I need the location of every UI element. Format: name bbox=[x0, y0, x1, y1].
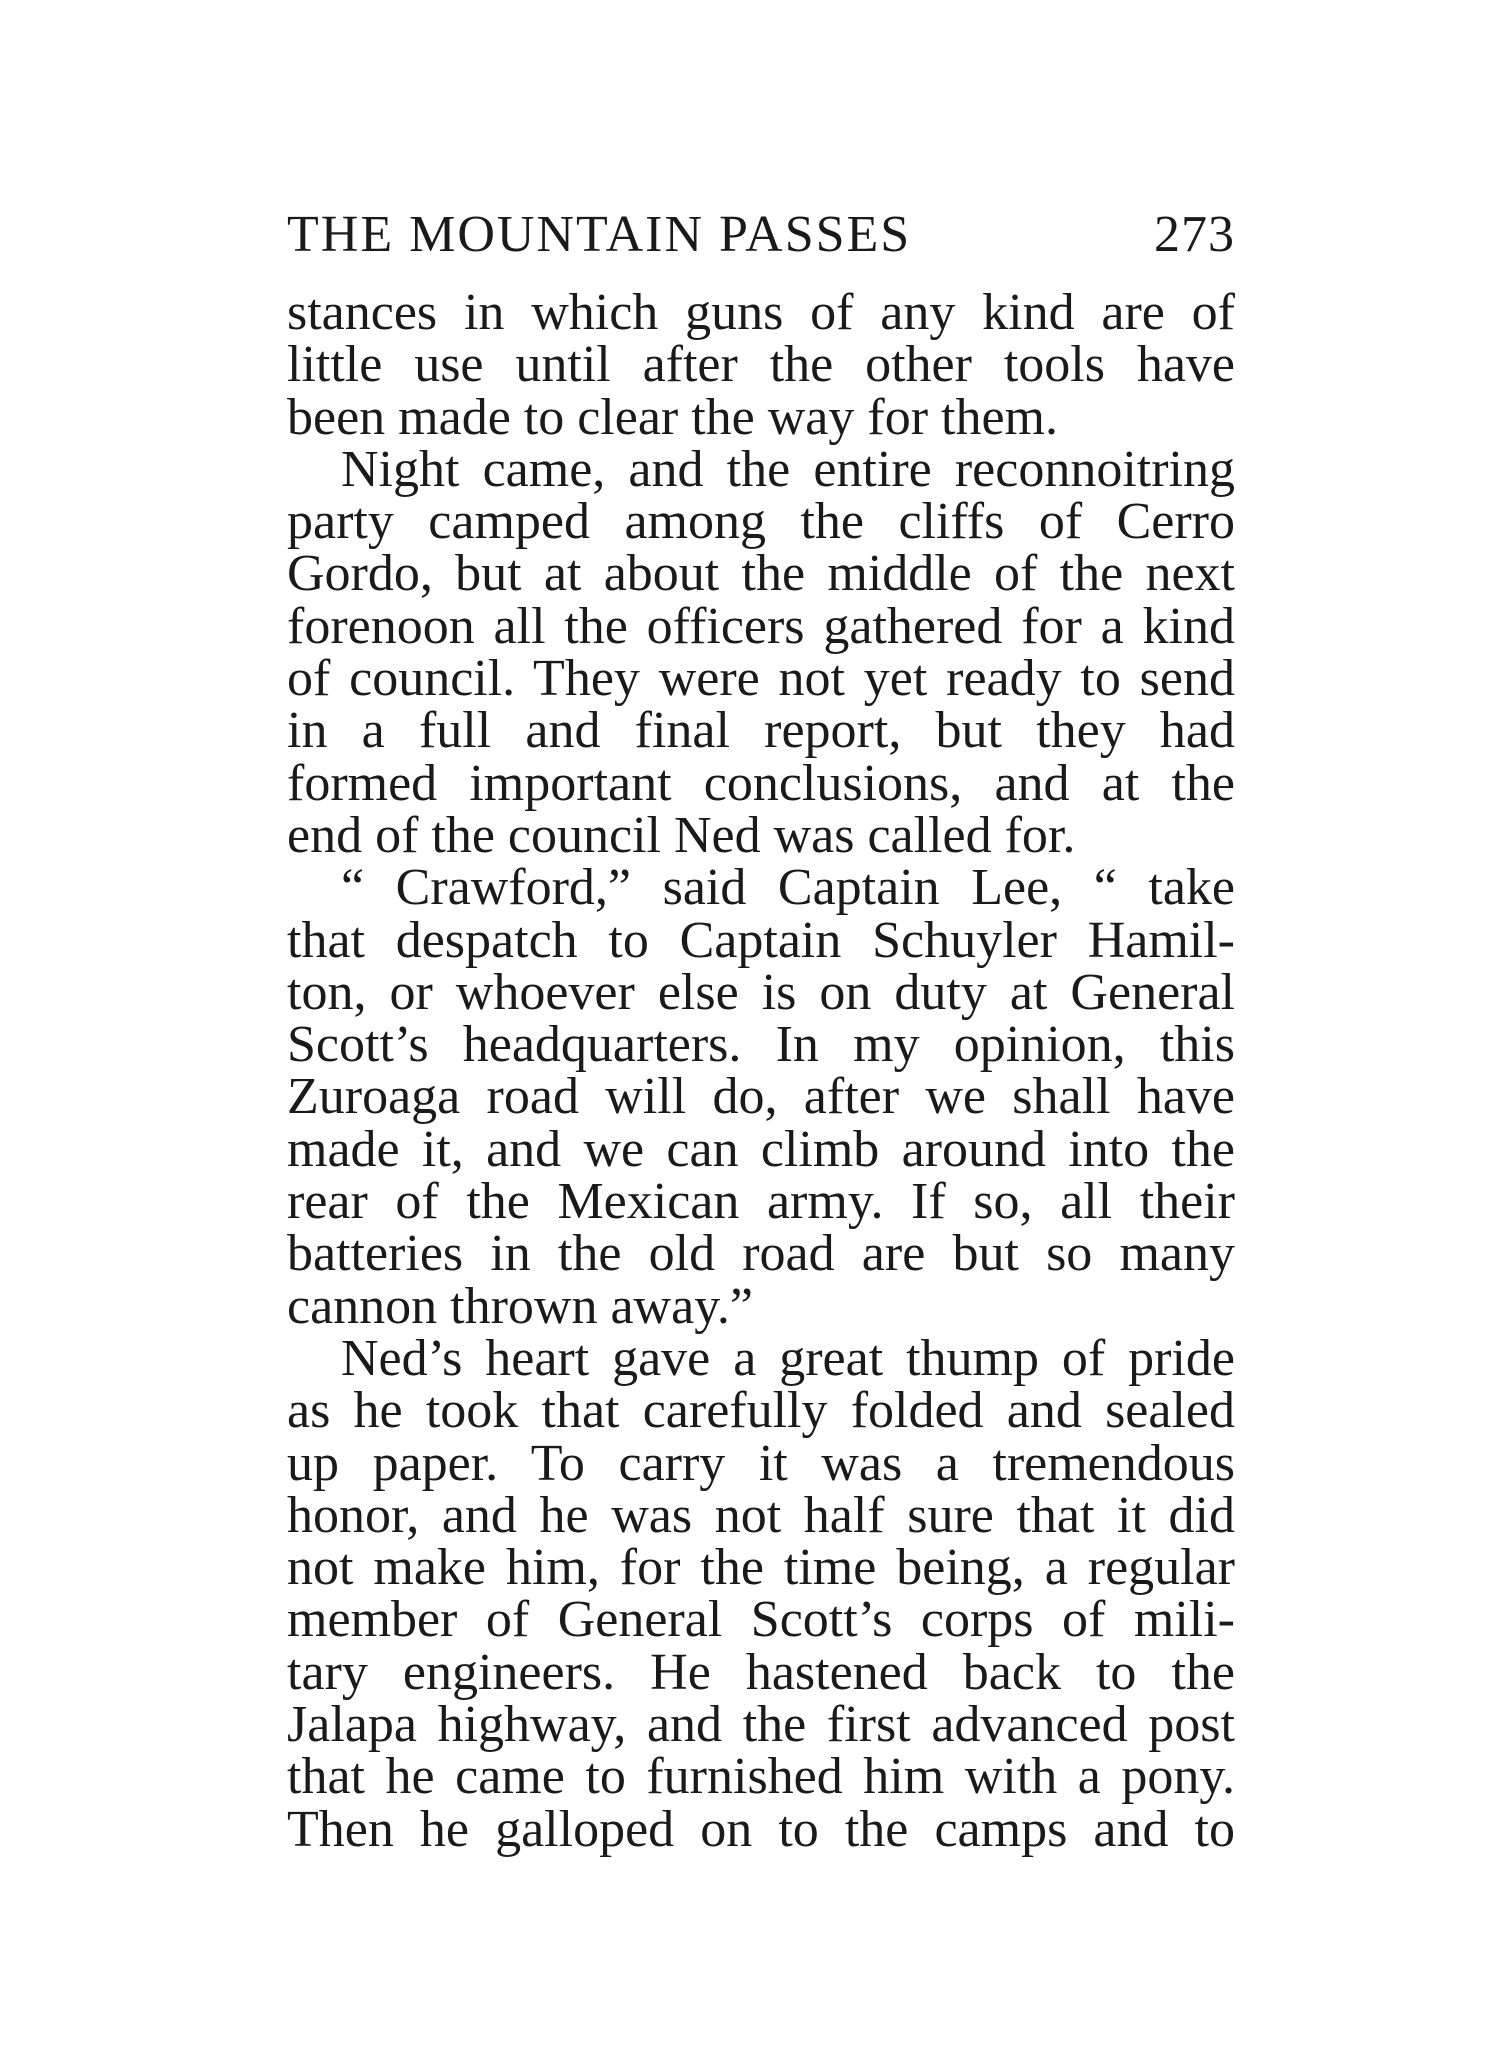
text-line: been made to clear the way for them. bbox=[287, 388, 1058, 446]
text-line: party camped among the cliffs of Cerro bbox=[287, 493, 1235, 551]
page-number: 273 bbox=[1154, 206, 1235, 263]
text-line: Gordo, but at about the middle of the next bbox=[287, 545, 1235, 603]
text-line: as he took that carefully folded and sealed bbox=[287, 1382, 1235, 1440]
text-line: batteries in the old road are but so many bbox=[287, 1225, 1235, 1283]
text-line: Zuroaga road will do, after we shall have bbox=[287, 1068, 1235, 1126]
text-line: up paper. To carry it was a tremendous bbox=[287, 1434, 1235, 1492]
book-page bbox=[287, 205, 1235, 1856]
text-line: of council. They were not yet ready to send bbox=[287, 650, 1235, 708]
text-line: stances in which guns of any kind are of bbox=[287, 284, 1235, 341]
body-text bbox=[287, 284, 1235, 1858]
text-line: Scott’s headquarters. In my opinion, this bbox=[287, 1016, 1235, 1074]
running-head-title: THE MOUNTAIN PASSES bbox=[287, 206, 912, 263]
text-line: Ned’s heart gave a great thump of pride bbox=[341, 1329, 1235, 1387]
text-line: little use until after the other tools have bbox=[287, 336, 1235, 394]
text-line: Then he galloped on to the camps and to bbox=[287, 1800, 1235, 1858]
text-line: in a full and final report, but they had bbox=[287, 702, 1235, 760]
text-line: forenoon all the officers gathered for a kind bbox=[287, 597, 1235, 655]
text-line: “ Crawford,” said Captain Lee, “ take bbox=[341, 859, 1235, 917]
text-line: honor, and he was not half sure that it did bbox=[287, 1486, 1235, 1544]
text-line: tary engineers. He hastened back to the bbox=[287, 1643, 1235, 1701]
text-line: that despatch to Captain Schuyler Hamil- bbox=[287, 911, 1235, 969]
running-head bbox=[287, 205, 1235, 287]
text-line: rear of the Mexican army. If so, all their bbox=[287, 1173, 1235, 1231]
text-line: Night came, and the entire reconnoitring bbox=[341, 440, 1235, 498]
text-line: not make him, for the time being, a regular bbox=[287, 1539, 1235, 1597]
text-line: end of the council Ned was called for. bbox=[287, 806, 1076, 864]
text-line: ton, or whoever else is on duty at General bbox=[287, 963, 1235, 1021]
text-line: made it, and we can climb around into the bbox=[287, 1120, 1235, 1178]
text-line: formed important conclusions, and at the bbox=[287, 754, 1235, 812]
text-line: member of General Scott’s corps of mili- bbox=[287, 1591, 1235, 1649]
text-line: cannon thrown away.” bbox=[287, 1277, 753, 1335]
text-line: Jalapa highway, and the first advanced post bbox=[287, 1696, 1235, 1754]
text-line: that he came to furnished him with a pony. bbox=[287, 1748, 1235, 1806]
